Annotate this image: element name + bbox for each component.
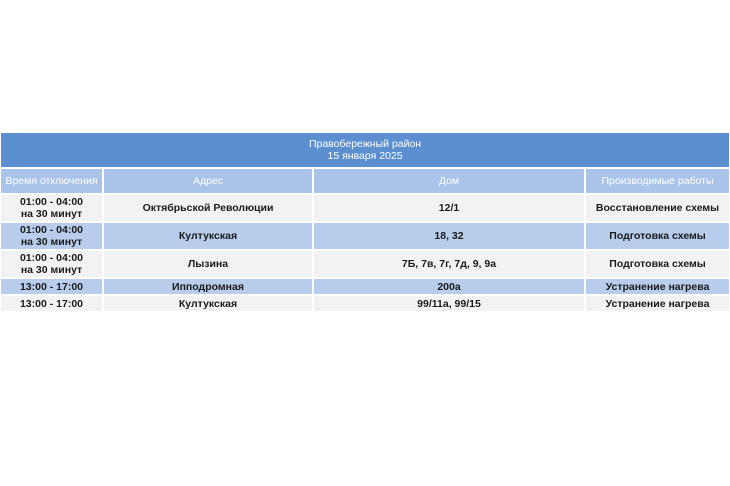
- table-row: [1, 295, 729, 312]
- header-address: Адрес: [103, 168, 313, 194]
- table-row: [1, 250, 729, 278]
- time-duration: на 30 минут: [20, 236, 83, 248]
- time-cell: 13:00 - 17:00: [1, 278, 103, 295]
- header-house: Дом: [313, 168, 585, 194]
- address-cell: Лызина: [103, 250, 313, 278]
- address-cell: Ипподромная: [103, 278, 313, 295]
- district-name: Правобережный район: [308, 138, 422, 150]
- time-cell: 13:00 - 17:00: [1, 295, 103, 312]
- works-cell: Устранение нагрева: [585, 295, 729, 312]
- works-cell: Восстановление схемы: [585, 194, 729, 222]
- outage-schedule-table: [1, 133, 729, 313]
- works-cell: Устранение нагрева: [585, 278, 729, 295]
- works-cell: Подготовка схемы: [585, 222, 729, 250]
- time-cell: [1, 250, 103, 278]
- table-row: [1, 222, 729, 250]
- address-cell: Култукская: [103, 222, 313, 250]
- house-cell: 99/11а, 99/15: [313, 295, 585, 312]
- time-duration: на 30 минут: [20, 208, 83, 220]
- house-cell: 12/1: [313, 194, 585, 222]
- time-cell: [1, 222, 103, 250]
- time-duration: на 30 минут: [20, 264, 83, 276]
- house-cell: 18, 32: [313, 222, 585, 250]
- schedule-date: 15 января 2025: [327, 150, 403, 162]
- house-cell: 7Б, 7в, 7г, 7д, 9, 9а: [313, 250, 585, 278]
- works-cell: Подготовка схемы: [585, 250, 729, 278]
- address-cell: Култукская: [103, 295, 313, 312]
- table-title-row: [1, 133, 729, 168]
- table-row: [1, 278, 729, 295]
- house-cell: 200а: [313, 278, 585, 295]
- time-range: 01:00 - 04:00: [19, 224, 84, 236]
- time-cell: [1, 194, 103, 222]
- column-header-row: [1, 168, 729, 194]
- address-cell: Октябрьской Революции: [103, 194, 313, 222]
- header-works: Производимые работы: [585, 168, 729, 194]
- time-range: 01:00 - 04:00: [19, 252, 84, 264]
- table-title: [1, 133, 729, 168]
- table-row: [1, 194, 729, 222]
- header-time: Время отключения: [1, 168, 103, 194]
- time-range: 01:00 - 04:00: [19, 196, 84, 208]
